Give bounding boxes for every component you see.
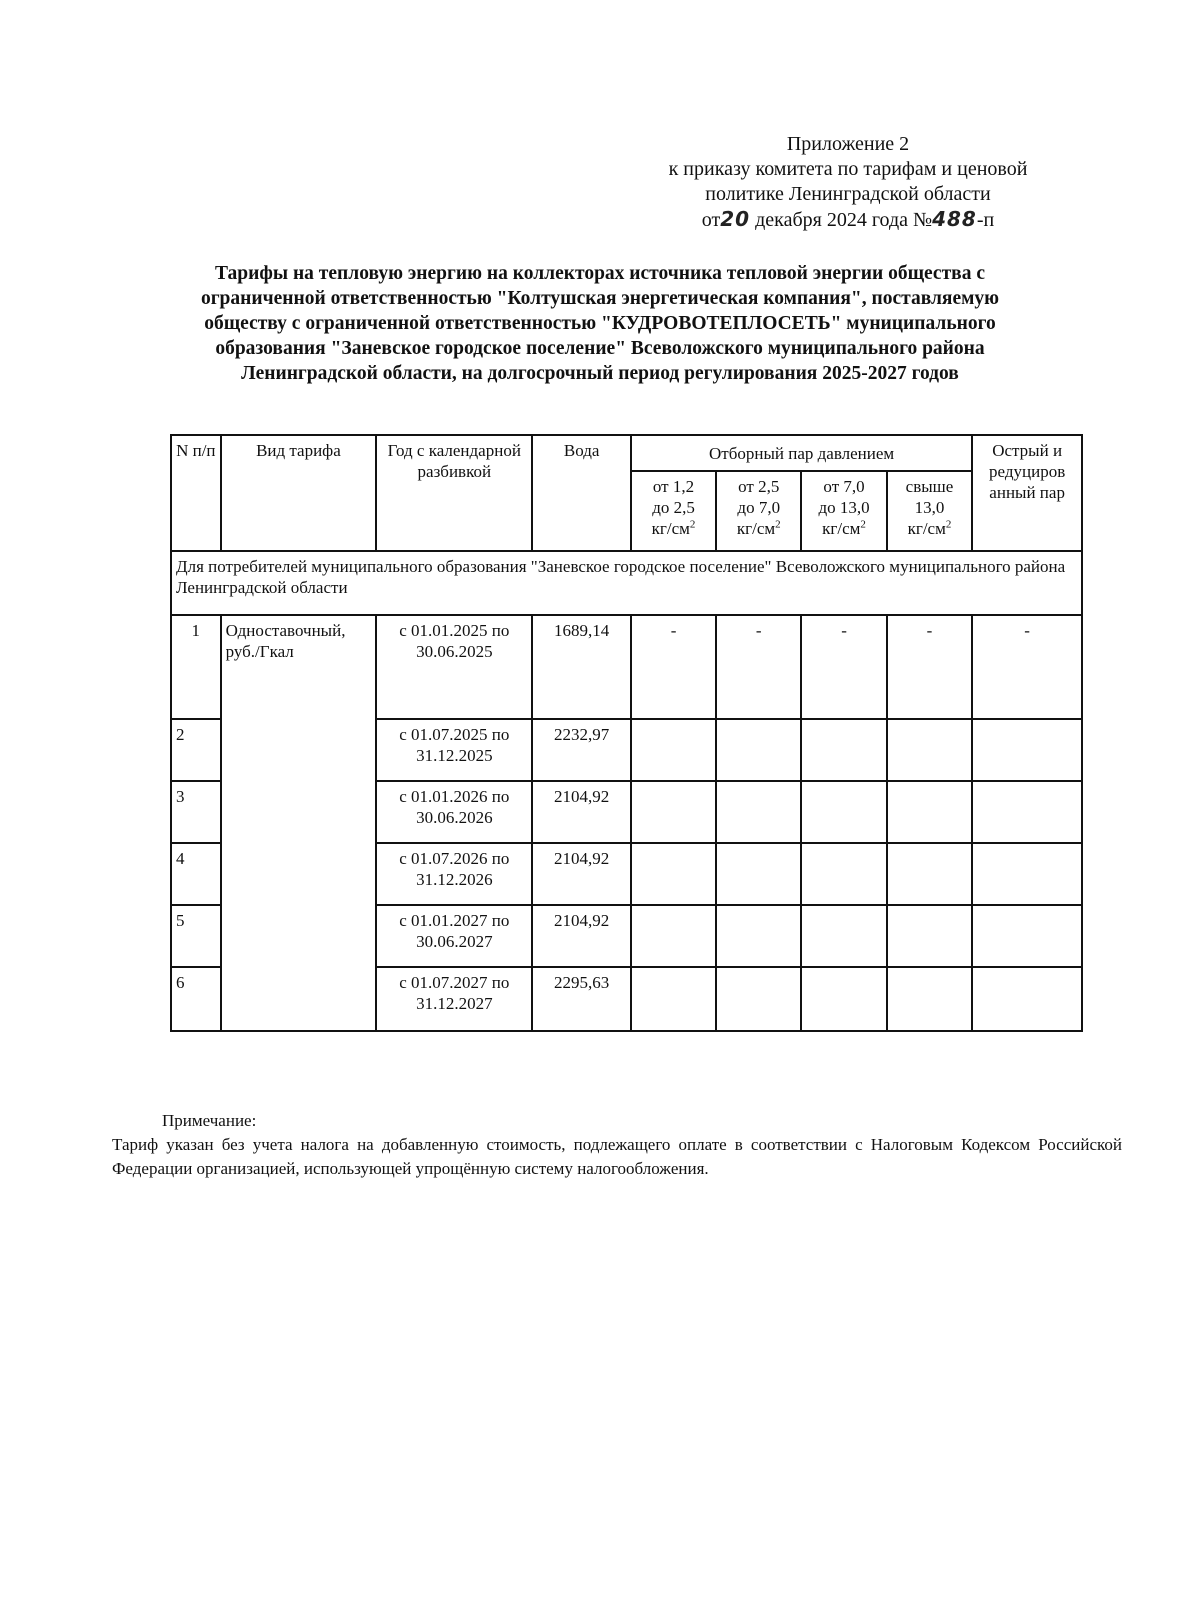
appendix-title: Приложение 2 <box>786 133 910 155</box>
header-acute-steam: Острый и редуциров анный пар <box>972 435 1082 551</box>
header-steam-2 <box>716 471 801 551</box>
row-period <box>376 615 532 719</box>
steam-3-unit: кг/см <box>822 519 861 538</box>
period-end: 30.06.2025 <box>416 642 493 661</box>
title-line-3: обществу с ограниченной ответственностью "КУДРОВОТЕПЛОСЕТЬ" муниципального <box>204 313 996 334</box>
empty-cell <box>972 843 1082 905</box>
period-end: 31.12.2025 <box>416 746 493 765</box>
empty-cell <box>716 905 801 967</box>
header-steam-3 <box>801 471 886 551</box>
empty-cell <box>631 967 716 1031</box>
period-end: 30.06.2026 <box>416 808 493 827</box>
header-steam-group: Отборный пар давлением <box>631 435 972 471</box>
empty-cell <box>631 843 716 905</box>
steam-1-exp: 2 <box>689 518 696 531</box>
note-section <box>112 1109 1122 1181</box>
header-kind: Вид тарифа <box>221 435 377 551</box>
date-middle: декабря 2024 года № <box>750 209 933 231</box>
title-line-5: Ленинградской области, на долгосрочный период регулирования 2025-2027 годов <box>241 363 959 384</box>
steam-2-dash: - <box>716 615 801 719</box>
appendix-date-line <box>618 207 1078 233</box>
row-number: 3 <box>171 781 221 843</box>
empty-cell <box>631 781 716 843</box>
steam-1-dash: - <box>631 615 716 719</box>
steam-3-exp: 2 <box>860 518 866 531</box>
steam-4-from: свыше <box>905 477 954 496</box>
empty-cell <box>801 719 886 781</box>
table-row <box>171 615 1082 719</box>
title-line-2: ограниченной ответственностью "Колтушская энергетическая компания", поставляемую <box>200 288 1000 309</box>
appendix-committee-line: политике Ленинградской области <box>705 183 991 205</box>
period-end: 30.06.2027 <box>416 932 493 951</box>
period-start: с 01.07.2025 по <box>399 725 510 744</box>
period-start: с 01.07.2026 по <box>399 849 510 868</box>
steam-2-exp: 2 <box>775 518 781 531</box>
steam-3-from: от 7,0 <box>823 477 865 496</box>
steam-4-unit: кг/см <box>907 519 946 538</box>
empty-cell <box>801 781 886 843</box>
steam-4-to: 13,0 <box>914 498 945 517</box>
steam-3-to: до 13,0 <box>818 498 870 517</box>
period-start: с 01.07.2027 по <box>399 973 510 992</box>
empty-cell <box>887 781 973 843</box>
empty-cell <box>887 967 973 1031</box>
row-number: 6 <box>171 967 221 1031</box>
handwritten-order-number: 488 <box>932 207 977 231</box>
empty-cell <box>716 719 801 781</box>
empty-cell <box>716 843 801 905</box>
note-text: Тариф указан без учета налога на добавленную стоимость, подлежащего оплате в соответствии с Налоговым Кодексом Российской Федерации организацией, использующей упрощённую систему налогообложения. <box>112 1135 1122 1178</box>
row-water-value: 2104,92 <box>532 781 631 843</box>
row-period <box>376 781 532 843</box>
order-suffix: -п <box>976 209 995 231</box>
period-end: 31.12.2027 <box>416 994 493 1013</box>
empty-cell <box>801 843 886 905</box>
period-start: с 01.01.2027 по <box>399 911 510 930</box>
empty-cell <box>887 843 973 905</box>
tariffs-table <box>170 434 1083 1032</box>
empty-cell <box>972 781 1082 843</box>
steam-2-unit: кг/см <box>736 519 776 538</box>
handwritten-day: 20 <box>720 207 751 231</box>
steam-3-dash: - <box>801 615 886 719</box>
appendix-header <box>618 132 1078 233</box>
row-number: 5 <box>171 905 221 967</box>
steam-1-unit: кг/см <box>651 519 690 538</box>
header-year: Год с календарной разбивкой <box>376 435 532 551</box>
row-water-value: 2104,92 <box>532 843 631 905</box>
row-water-value: 2104,92 <box>532 905 631 967</box>
steam-4-dash: - <box>887 615 973 719</box>
row-period <box>376 905 532 967</box>
period-end: 31.12.2026 <box>416 870 493 889</box>
empty-cell <box>972 905 1082 967</box>
empty-cell <box>716 781 801 843</box>
row-water-value: 2295,63 <box>532 967 631 1031</box>
steam-1-from: от 1,2 <box>652 477 695 496</box>
empty-cell <box>972 967 1082 1031</box>
period-start: с 01.01.2025 по <box>399 621 510 640</box>
period-start: с 01.01.2026 по <box>399 787 510 806</box>
empty-cell <box>716 967 801 1031</box>
row-number: 1 <box>171 615 221 719</box>
header-num: N п/п <box>171 435 221 551</box>
header-steam-4 <box>887 471 973 551</box>
row-water-value: 2232,97 <box>532 719 631 781</box>
note-label: Примечание: <box>162 1111 257 1130</box>
document-title <box>120 261 1080 386</box>
row-number: 2 <box>171 719 221 781</box>
date-prefix: от <box>701 209 721 231</box>
consumer-group-row <box>171 551 1082 615</box>
empty-cell <box>801 905 886 967</box>
steam-2-from: от 2,5 <box>738 477 780 496</box>
steam-4-exp: 2 <box>945 518 952 531</box>
steam-1-to: до 2,5 <box>652 498 695 517</box>
acute-steam-dash: - <box>972 615 1082 719</box>
header-water: Вода <box>532 435 631 551</box>
header-steam-1 <box>631 471 716 551</box>
consumer-group-label: Для потребителей муниципального образования "Заневское городское поселение" Всеволожского муниципального района Ленинградской области <box>171 551 1082 615</box>
row-period <box>376 967 532 1031</box>
title-line-4: образования "Заневское городское поселение" Всеволожского муниципального района <box>215 338 985 359</box>
steam-2-to: до 7,0 <box>737 498 781 517</box>
row-number: 4 <box>171 843 221 905</box>
empty-cell <box>801 967 886 1031</box>
row-period <box>376 843 532 905</box>
tariff-kind: Одноставочный, руб./Гкал <box>221 615 377 1031</box>
empty-cell <box>631 905 716 967</box>
appendix-order-line: к приказу комитета по тарифам и ценовой <box>668 158 1028 180</box>
table-header-row <box>171 435 1082 471</box>
row-water-value: 1689,14 <box>532 615 631 719</box>
title-line-1: Тарифы на тепловую энергию на коллекторах источника тепловой энергии общества с <box>215 263 985 284</box>
row-period <box>376 719 532 781</box>
empty-cell <box>887 905 973 967</box>
empty-cell <box>887 719 973 781</box>
empty-cell <box>631 719 716 781</box>
empty-cell <box>972 719 1082 781</box>
